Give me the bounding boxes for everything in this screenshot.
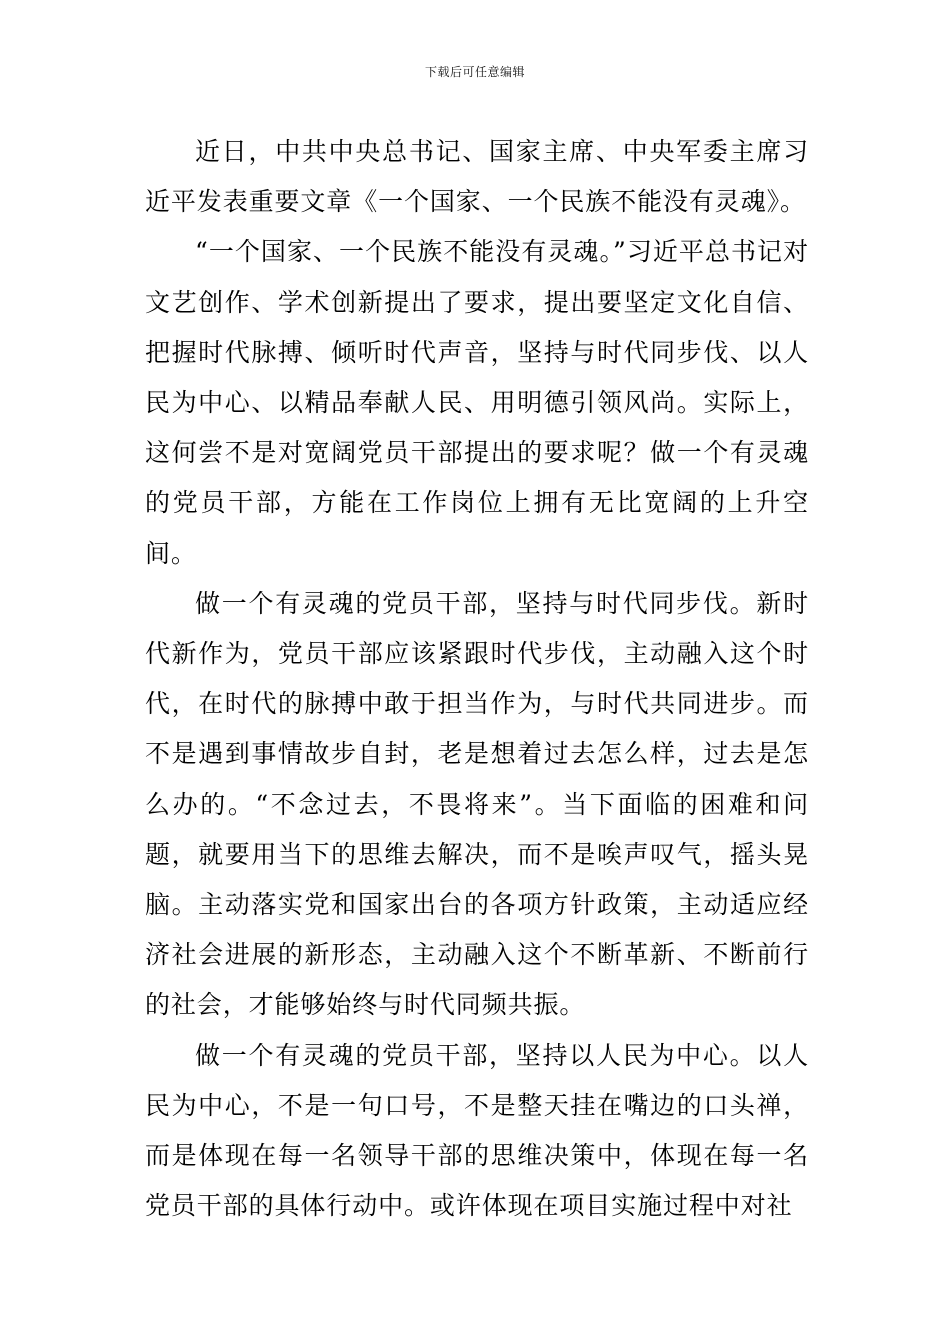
paragraph-1: 近日，中共中央总书记、国家主席、中央军委主席习近平发表重要文章《一个国家、一个民族不能没有灵魂》。 [145,137,809,217]
paragraph-2: “一个国家、一个民族不能没有灵魂。”习近平总书记对文艺创作、学术创新提出了要求，提出要坚定文化自信、把握时代脉搏、倾听时代声音，坚持与时代同步伐、以人民为中心、以精品奉献人民、用明德引领风尚。实际上，这何尝不是对宽阔党员干部提出的要求呢？做一个有灵魂的党员干部，方能在工作岗位上拥有无比宽阔的上升空间。 [145,237,809,568]
document-body [145,127,809,1231]
paragraph-3: 做一个有灵魂的党员干部，坚持与时代同步伐。新时代新作为，党员干部应该紧跟时代步伐，主动融入这个时代，在时代的脉搏中敢于担当作为，与时代共同进步。而不是遇到事情故步自封，老是想着过去怎么样，过去是怎么办的。“不念过去，不畏将来”。当下面临的困难和问题，就要用当下的思维去解决，而不是唉声叹气，摇头晃脑。主动落实党和国家出台的各项方针政策，主动适应经济社会进展的新形态，主动融入这个不断革新、不断前行的社会，才能够始终与时代同频共振。 [145,588,809,1020]
paragraph-4: 做一个有灵魂的党员干部，坚持以人民为中心。以人民为中心，不是一句口号，不是整天挂在嘴边的口头禅，而是体现在每一名领导干部的思维决策中，体现在每一名党员干部的具体行动中。或许体现在项目实施过程中对社 [145,1040,809,1221]
header-note: 下载后可任意编辑 [424,65,525,79]
